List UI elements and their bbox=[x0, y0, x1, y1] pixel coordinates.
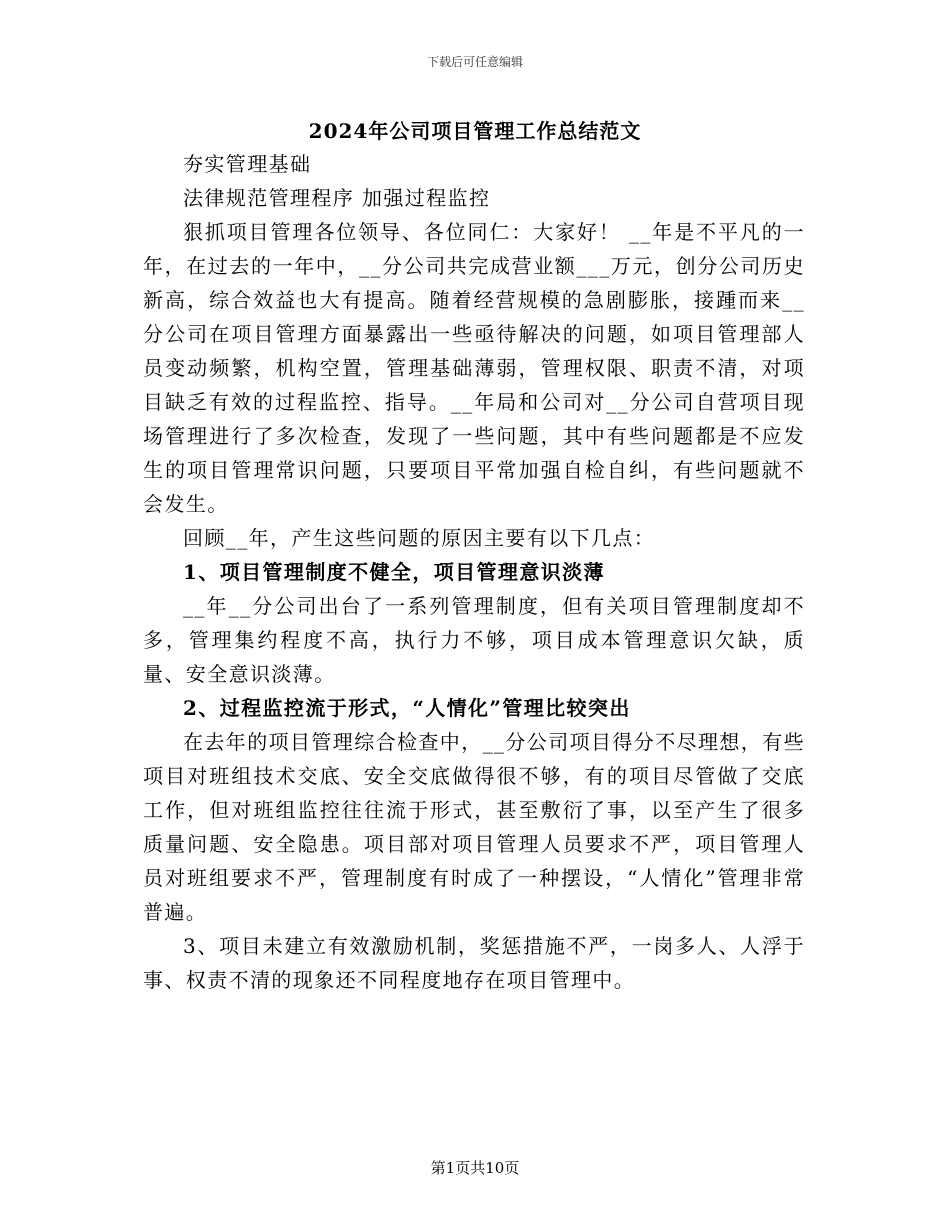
paragraph-1: 夯实管理基础 bbox=[183, 152, 312, 176]
paragraph-5: __年__分公司出台了一系列管理制度，但有关项目管理制度却不多，管理集约程度不高，执行力不够，项目成本管理意识欠缺，质量、安全意识淡薄。 bbox=[143, 594, 805, 686]
document-title: 2024年公司项目管理工作总结范文 bbox=[308, 119, 642, 143]
document-body bbox=[143, 147, 805, 997]
paragraph-4: 回顾__年，产生这些问题的原因主要有以下几点： bbox=[183, 526, 656, 550]
paragraph-3: 狠抓项目管理各位领导、各位同仁：大家好！ __年是不平凡的一年，在过去的一年中，__分公司共完成营业额___万元，创分公司历史新高，综合效益也大有提高。随着经营规模的急剧膨胀，接踵而来__分公司在项目管理方面暴露出一些亟待解决的问题，如项目管理部人员变动频繁，机构空置，管理基础薄弱，管理权限、职责不清，对项目缺乏有效的过程监控、指导。__年局和公司对__分公司自营项目现场管理进行了多次检查，发现了一些问题，其中有些问题都是不应发生的项目管理常识问题，只要项目平常加强自检自纠，有些问题就不会发生。 bbox=[143, 220, 805, 516]
paragraph-2: 法律规范管理程序 加强过程监控 bbox=[183, 186, 491, 210]
page-number: 第1页共10页 bbox=[430, 1159, 520, 1177]
page-header-note: 下载后可任意编辑 bbox=[426, 55, 523, 69]
paragraph-7: 3、项目未建立有效激励机制，奖惩措施不严，一岗多人、人浮于事、权责不清的现象还不同程度地存在项目管理中。 bbox=[143, 934, 805, 992]
paragraph-6: 在去年的项目管理综合检查中，__分公司项目得分不尽理想，有些项目对班组技术交底、安全交底做得很不够，有的项目尽管做了交底工作，但对班组监控往往流于形式，甚至敷衍了事，以至产生了很多质量问题、安全隐患。项目部对项目管理人员要求不严，项目管理人员对班组要求不严，管理制度有时成了一种摆设，“人情化”管理非常普遍。 bbox=[143, 730, 805, 924]
section-heading-1: 1、项目管理制度不健全，项目管理意识淡薄 bbox=[183, 560, 605, 584]
section-heading-2: 2、过程监控流于形式，“人情化”管理比较突出 bbox=[183, 696, 631, 720]
